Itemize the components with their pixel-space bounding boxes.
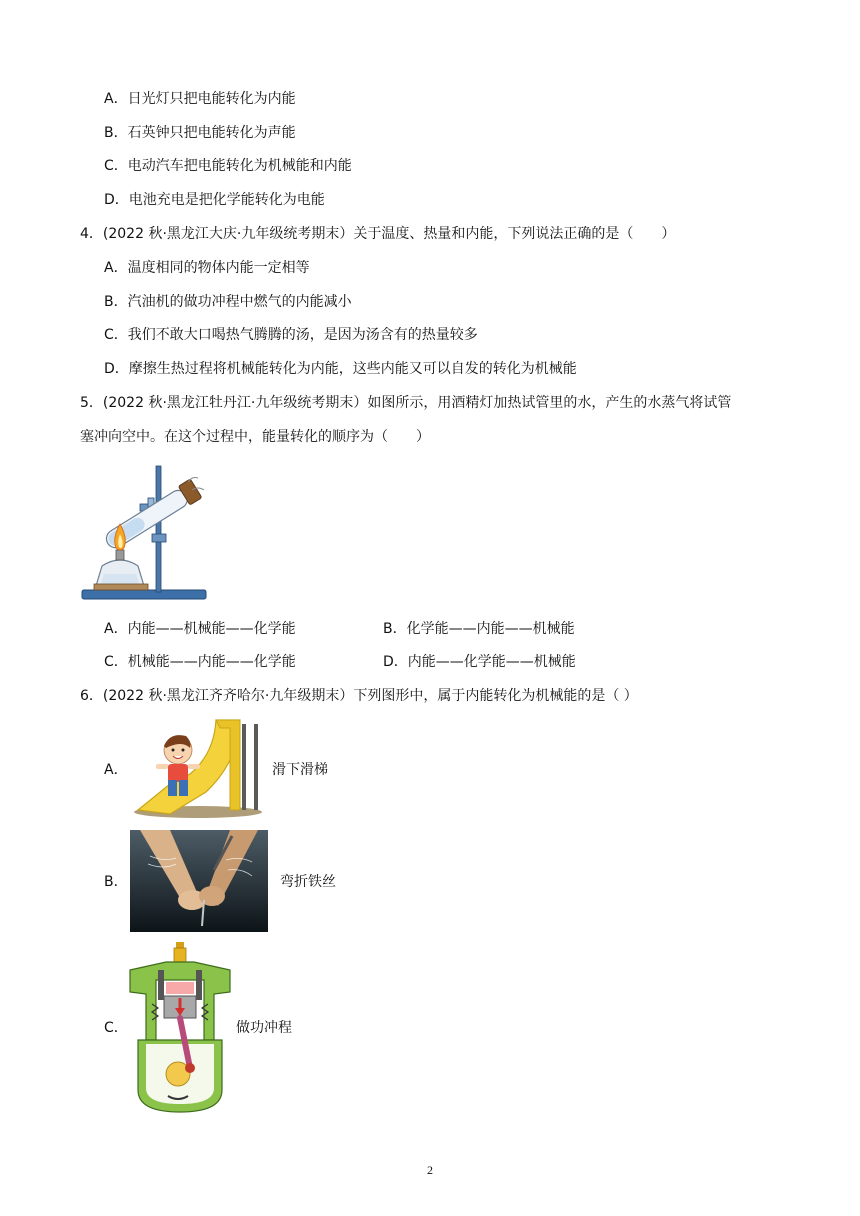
q4-option-b: B．汽油机的做功冲程中燃气的内能减小 <box>104 294 352 310</box>
q6-option-a-letter: A． <box>104 762 128 778</box>
q4-stem: 4．(2022 秋·黑龙江大庆·九年级统考期末）关于温度、热量和内能，下列说法正确的是（ ） <box>80 226 676 242</box>
q5-stem-line1: 5．(2022 秋·黑龙江牡丹江·九年级统考期末）如图所示，用酒精灯加热试管里的水，产生的水蒸气将试管 <box>80 395 732 411</box>
q5-option-d: D．内能——化学能——机械能 <box>383 654 576 670</box>
q3-option-a: A．日光灯只把电能转化为内能 <box>104 91 296 107</box>
q5-option-c: C．机械能——内能——化学能 <box>104 654 296 670</box>
q6-option-a-caption: 滑下滑梯 <box>272 762 328 778</box>
q4-option-a: A．温度相同的物体内能一定相等 <box>104 260 310 276</box>
bending-wire-image <box>130 830 268 932</box>
q5-stem-line2: 塞冲向空中。在这个过程中，能量转化的顺序为（ ） <box>80 429 430 445</box>
q4-option-d: D．摩擦生热过程将机械能转化为内能，这些内能又可以自发的转化为机械能 <box>104 361 577 377</box>
q6-option-b-caption: 弯折铁丝 <box>280 874 336 890</box>
q6-option-b-letter: B． <box>104 874 128 890</box>
test-tube-heating-figure <box>80 462 212 602</box>
q5-option-a: A．内能——机械能——化学能 <box>104 621 296 637</box>
slide-image <box>130 714 264 818</box>
page-number: 2 <box>427 1163 433 1177</box>
q3-option-d: D．电池充电是把化学能转化为电能 <box>104 192 325 208</box>
q4-option-c: C．我们不敢大口喝热气腾腾的汤，是因为汤含有的热量较多 <box>104 327 478 343</box>
q3-option-c: C．电动汽车把电能转化为机械能和内能 <box>104 158 352 174</box>
q6-option-c-letter: C． <box>104 1020 128 1036</box>
q3-option-b: B．石英钟只把电能转化为声能 <box>104 125 296 141</box>
q5-option-b: B．化学能——内能——机械能 <box>383 621 575 637</box>
power-stroke-engine-image <box>128 940 232 1114</box>
q6-option-c-caption: 做功冲程 <box>236 1020 292 1036</box>
q6-stem: 6．(2022 秋·黑龙江齐齐哈尔·九年级期末）下列图形中，属于内能转化为机械能的是（ ） <box>80 688 638 704</box>
